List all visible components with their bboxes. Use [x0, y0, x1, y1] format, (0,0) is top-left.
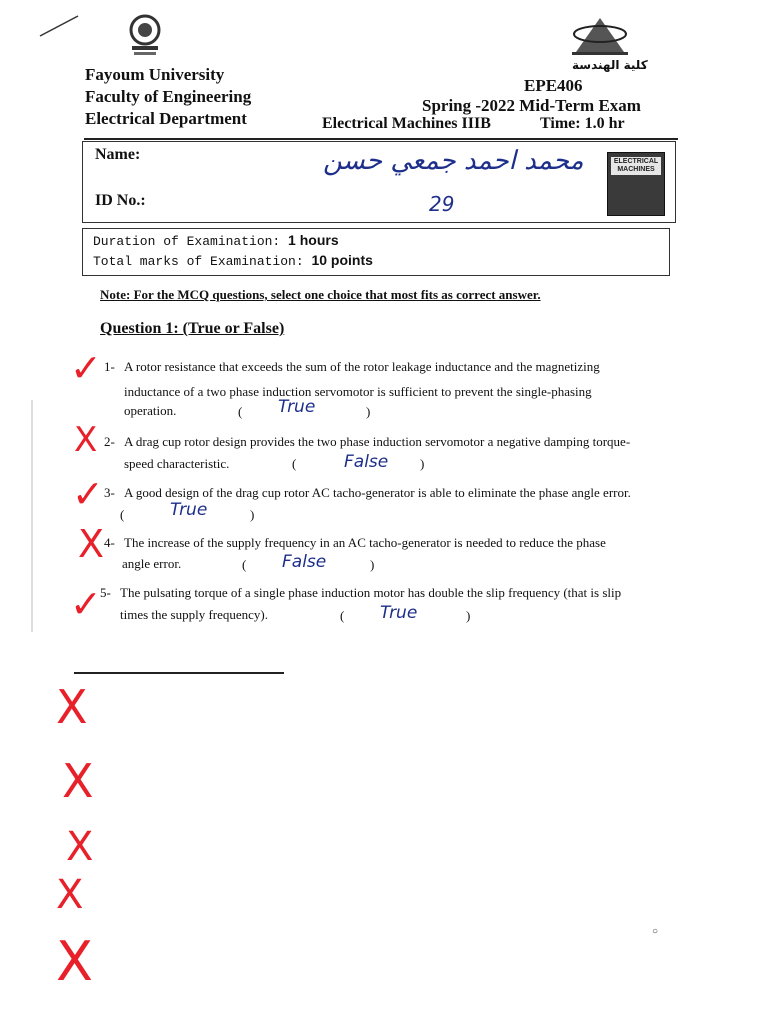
id-label: ID No.:	[95, 192, 146, 209]
answer-open-paren: (	[120, 507, 125, 522]
answer-handwritten: True	[278, 397, 316, 417]
answer-close-paren: )	[370, 557, 375, 572]
grade-check-mark: ✓	[70, 346, 102, 390]
signature-line	[74, 672, 284, 674]
question-item	[104, 481, 631, 505]
answer-handwritten: False	[282, 552, 327, 572]
faculty-arabic-name: كلية الهندسة	[572, 58, 648, 72]
item-text: inductance of a two phase induction servomotor is sufficient to prevent the single-phasing	[124, 384, 592, 399]
item-text: The increase of the supply frequency in an AC tacho-generator is needed to reduce the phase	[124, 535, 606, 550]
grade-x-mark: X	[78, 522, 105, 566]
faculty-logo	[568, 12, 632, 56]
item-text: operation.	[124, 403, 177, 418]
name-label: Name:	[95, 146, 141, 163]
electrical-machines-book-logo	[607, 152, 665, 216]
course-name: Electrical Machines IIIB	[322, 115, 491, 132]
question-item	[104, 531, 606, 555]
question-item	[104, 355, 600, 379]
header-divider	[84, 138, 678, 140]
university-logo	[120, 10, 170, 60]
item-text: speed characteristic.	[124, 456, 230, 471]
margin-x-mark: X	[56, 680, 88, 734]
question-item	[100, 581, 622, 605]
grade-check-mark: ✓	[72, 472, 104, 516]
item-number: 5-	[100, 585, 111, 600]
pen-stroke-mark	[38, 14, 80, 38]
department-name: Electrical Department	[85, 109, 247, 128]
item-text: A drag cup rotor design provides the two phase induction servomotor a negative damping torque-	[124, 434, 631, 449]
student-id-handwritten: 29	[429, 192, 455, 216]
duration-row	[93, 232, 339, 249]
item-text: times the supply frequency).	[120, 607, 269, 622]
answer-open-paren: (	[238, 404, 243, 419]
item-text: A rotor resistance that exceeds the sum of the rotor leakage inductance and the magnetizing	[124, 359, 600, 374]
item-text: angle error.	[122, 556, 182, 571]
grade-x-mark: X	[74, 420, 98, 460]
exam-title: Spring -2022 Mid-Term Exam	[422, 96, 641, 115]
mcq-note: Note: For the MCQ questions, select one choice that most fits as correct answer.	[100, 287, 541, 302]
answer-close-paren: )	[420, 456, 425, 471]
item-text: The pulsating torque of a single phase induction motor has double the slip frequency (that is slip	[120, 585, 622, 600]
margin-x-mark: X	[62, 754, 94, 808]
item-number: 4-	[104, 535, 115, 550]
answer-handwritten: True	[380, 603, 418, 623]
item-number: 3-	[104, 485, 115, 500]
institution-block	[85, 64, 251, 130]
university-name: Fayoum University	[85, 65, 225, 84]
course-code: EPE406	[524, 76, 583, 95]
marks-label: Total marks of Examination:	[93, 254, 304, 269]
answer-close-paren: )	[466, 608, 471, 623]
scan-edge-line	[31, 400, 33, 632]
marks-row	[93, 252, 373, 269]
student-info-box	[82, 141, 676, 223]
question-1-title: Question 1: (True or False)	[100, 320, 285, 337]
item-number: 1-	[104, 359, 115, 374]
margin-x-mark: X	[56, 930, 93, 993]
item-number: 2-	[104, 434, 115, 449]
answer-open-paren: (	[292, 456, 297, 471]
question-item	[104, 430, 631, 454]
answer-handwritten: False	[344, 452, 389, 472]
item-text: A good design of the drag cup rotor AC tacho-generator is able to eliminate the phase angle error.	[124, 485, 631, 500]
margin-x-mark: X	[66, 824, 94, 870]
answer-handwritten: True	[170, 500, 208, 520]
stray-dot-mark: ○	[652, 926, 659, 937]
exam-time: Time: 1.0 hr	[540, 115, 625, 132]
answer-open-paren: (	[340, 608, 345, 623]
grade-check-mark: ✓	[70, 582, 102, 626]
duration-label: Duration of Examination:	[93, 234, 281, 249]
margin-x-mark: X	[56, 872, 84, 918]
answer-open-paren: (	[242, 557, 247, 572]
answer-close-paren: )	[250, 507, 255, 522]
marks-value: 10 points	[311, 252, 373, 268]
exam-info-box	[82, 228, 670, 276]
student-name-handwritten: محمد احمد جمعي حسن	[323, 146, 584, 176]
answer-close-paren: )	[366, 404, 371, 419]
faculty-name: Faculty of Engineering	[85, 87, 252, 106]
book-logo-text: ELECTRICAL MACHINES	[611, 157, 661, 175]
duration-value: 1 hours	[288, 232, 339, 248]
